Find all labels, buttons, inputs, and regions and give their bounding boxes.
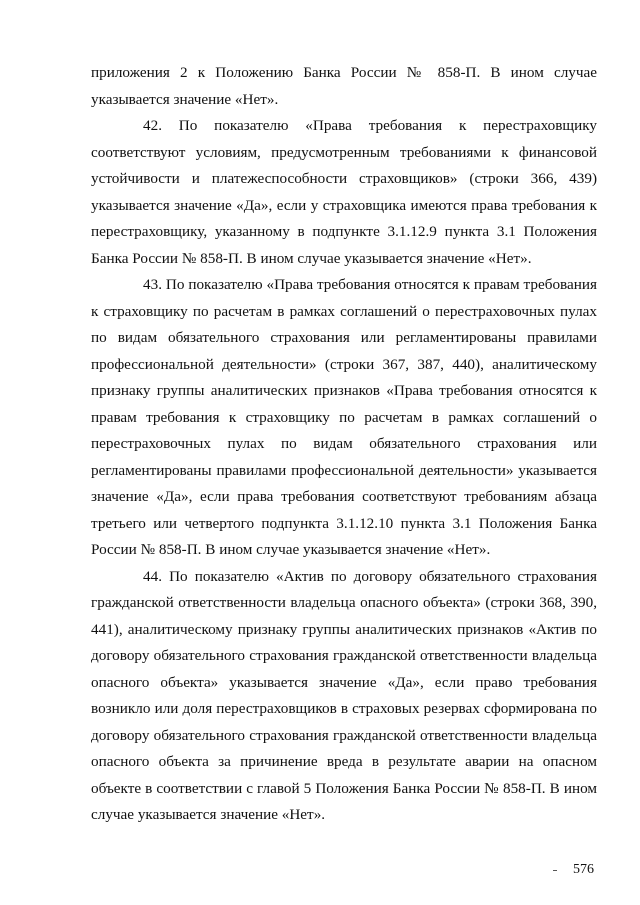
paragraph-42: 42. По показателю «Права требования к перестраховщику соответствуют условиям, предусмотренным требованиями к финансовой устойчивости и платежеспособности страховщиков» (строки 366, 439) указывается значение «Да», если у страховщика имеются права требования к перестраховщику, указанному в подпункте 3.1.12.9 пункта 3.1 Положения Банка России № 858-П. В ином случае указывается значение «Нет». [91, 117, 597, 267]
paragraph-44: 44. По показателю «Актив по договору обязательного страхования гражданской ответственности владельца опасного объекта» (строки 368, 390, 441), аналитическому признаку группы аналитических признаков «Актив по договору обязательного страхования гражданской ответственности владельца опасного объекта» указывается значение «Да», если право требования возникло или доля перестраховщиков в страховых резервах сформирована по договору обязательного страхования гражданской ответственности владельца опасного объекта за причинение вреда в результате аварии на опасном объекте в соответствии с главой 5 Положения Банка России № 858-П. В ином случае указывается значение «Нет». [91, 567, 597, 823]
paragraph-43: 43. По показателю «Права требования относятся к правам требования к страховщику по расчетам в рамках соглашений о перестраховочных пулах по видам обязательного страхования или регламентированы правилами профессиональной деятельности» (строки 367, 387, 440), аналитическому признаку группы аналитических признаков «Права требования относятся к правам требования к страховщику по расчетам в рамках соглашений о перестраховочных пулах по видам обязательного страхования или регламентированы правилами профессиональной деятельности» указывается значение «Да», если права требования соответствуют требованиям абзаца третьего или четвертого подпункта 3.1.12.10 пункта 3.1 Положения Банка России № 858-П. В ином случае указывается значение «Нет». [91, 276, 597, 558]
page-number: 576 [573, 862, 594, 877]
body-text [91, 60, 597, 829]
paragraph-continuation: приложения 2 к Положению Банка России № 858-П. В ином случае указывается значение «Нет». [91, 64, 597, 108]
scan-artifact [553, 870, 557, 871]
